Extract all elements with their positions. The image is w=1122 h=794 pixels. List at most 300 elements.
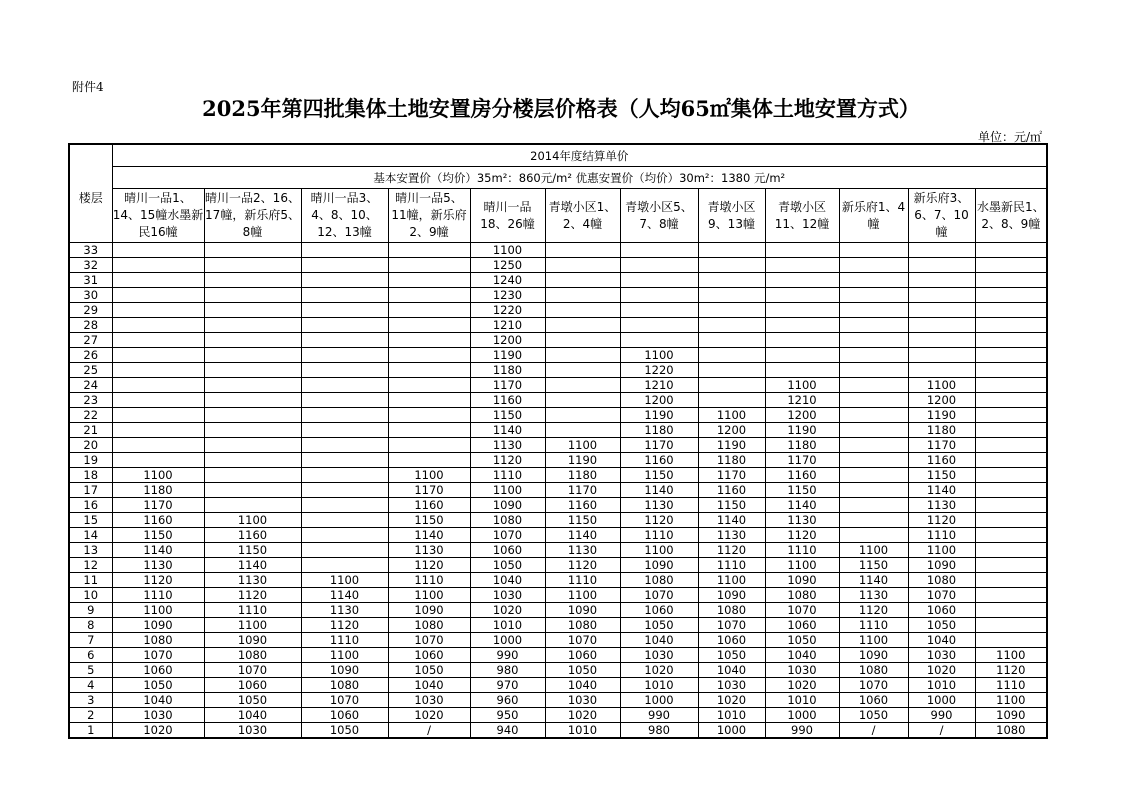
- price-cell: [698, 348, 765, 363]
- price-cell: [204, 408, 301, 423]
- table-row: [69, 498, 1047, 513]
- price-cell: 1050: [301, 723, 388, 739]
- price-cell: 1080: [839, 663, 908, 678]
- floor-cell: 3: [69, 693, 112, 708]
- price-cell: 1140: [301, 588, 388, 603]
- price-cell: 1140: [839, 573, 908, 588]
- price-cell: [301, 378, 388, 393]
- price-cell: 1120: [908, 513, 975, 528]
- price-cell: [112, 363, 204, 378]
- price-cell: [388, 333, 470, 348]
- price-cell: [908, 303, 975, 318]
- price-cell: 1020: [620, 663, 698, 678]
- column-header: 青墩小区11、12幢: [765, 189, 839, 243]
- price-cell: [839, 243, 908, 258]
- price-cell: 1070: [470, 528, 545, 543]
- price-cell: 1020: [698, 693, 765, 708]
- price-cell: 1130: [545, 543, 620, 558]
- price-cell: 1070: [545, 633, 620, 648]
- table-row: [69, 393, 1047, 408]
- price-cell: [765, 333, 839, 348]
- floor-cell: 15: [69, 513, 112, 528]
- price-cell: [839, 438, 908, 453]
- price-cell: [975, 288, 1047, 303]
- price-cell: [908, 258, 975, 273]
- price-cell: 1100: [908, 543, 975, 558]
- price-cell: 1180: [470, 363, 545, 378]
- price-cell: 1180: [698, 453, 765, 468]
- price-cell: [204, 273, 301, 288]
- price-cell: 1080: [388, 618, 470, 633]
- price-cell: 1180: [620, 423, 698, 438]
- price-cell: [975, 483, 1047, 498]
- price-cell: 1100: [620, 348, 698, 363]
- price-cell: 1060: [698, 633, 765, 648]
- price-cell: 1000: [765, 708, 839, 723]
- price-cell: 950: [470, 708, 545, 723]
- price-cell: 1040: [112, 693, 204, 708]
- price-cell: [301, 483, 388, 498]
- price-cell: 1150: [545, 513, 620, 528]
- table-row: [69, 708, 1047, 723]
- price-cell: [112, 423, 204, 438]
- table-row: [69, 528, 1047, 543]
- price-cell: 970: [470, 678, 545, 693]
- price-cell: [545, 408, 620, 423]
- price-cell: 1120: [975, 663, 1047, 678]
- price-cell: [765, 318, 839, 333]
- price-cell: 1110: [975, 678, 1047, 693]
- price-cell: 1250: [470, 258, 545, 273]
- price-cell: [975, 558, 1047, 573]
- price-cell: [975, 243, 1047, 258]
- price-cell: [839, 258, 908, 273]
- price-cell: 1110: [388, 573, 470, 588]
- price-cell: 1100: [545, 438, 620, 453]
- price-cell: [112, 243, 204, 258]
- price-cell: 1050: [545, 663, 620, 678]
- price-cell: [388, 243, 470, 258]
- price-cell: 1000: [698, 723, 765, 739]
- price-cell: [908, 243, 975, 258]
- column-header: 晴川一品2、16、17幢，新乐府5、8幢: [204, 189, 301, 243]
- column-header: 青墩小区1、2、4幢: [545, 189, 620, 243]
- price-cell: 1110: [204, 603, 301, 618]
- page-title: 2025年第四批集体土地安置房分楼层价格表（人均65㎡集体土地安置方式）: [202, 96, 920, 121]
- price-cell: [975, 408, 1047, 423]
- price-cell: 1090: [698, 588, 765, 603]
- price-cell: [301, 408, 388, 423]
- price-cell: 1110: [470, 468, 545, 483]
- price-cell: 1020: [112, 723, 204, 739]
- price-cell: 1030: [765, 663, 839, 678]
- price-cell: 1060: [765, 618, 839, 633]
- price-cell: 1040: [388, 678, 470, 693]
- price-cell: 1140: [698, 513, 765, 528]
- price-cell: [388, 453, 470, 468]
- price-cell: [301, 258, 388, 273]
- price-cell: 1160: [765, 468, 839, 483]
- attachment-label: 附件4: [72, 80, 104, 94]
- price-cell: [545, 258, 620, 273]
- price-cell: [301, 348, 388, 363]
- price-cell: [839, 333, 908, 348]
- price-cell: [765, 303, 839, 318]
- price-cell: [204, 258, 301, 273]
- price-cell: 1070: [388, 633, 470, 648]
- table-row: [69, 558, 1047, 573]
- price-cell: [698, 243, 765, 258]
- column-header: 晴川一品18、26幢: [470, 189, 545, 243]
- floor-cell: 9: [69, 603, 112, 618]
- price-cell: 1140: [908, 483, 975, 498]
- table-row: [69, 303, 1047, 318]
- price-cell: 1140: [204, 558, 301, 573]
- table-row: [69, 513, 1047, 528]
- floor-cell: 25: [69, 363, 112, 378]
- price-cell: 1040: [204, 708, 301, 723]
- price-cell: 1070: [765, 603, 839, 618]
- price-cell: 1180: [545, 468, 620, 483]
- price-cell: [204, 483, 301, 498]
- price-cell: [975, 513, 1047, 528]
- price-cell: 1110: [545, 573, 620, 588]
- table-row: [69, 723, 1047, 739]
- table-row: [69, 633, 1047, 648]
- price-cell: 1150: [698, 498, 765, 513]
- price-cell: 1080: [975, 723, 1047, 739]
- price-cell: 1100: [112, 603, 204, 618]
- table-row: [69, 243, 1047, 258]
- floor-cell: 17: [69, 483, 112, 498]
- price-cell: 1170: [765, 453, 839, 468]
- price-cell: 1130: [698, 528, 765, 543]
- price-cell: [112, 378, 204, 393]
- price-cell: 1110: [698, 558, 765, 573]
- price-cell: 1100: [301, 573, 388, 588]
- price-cell: 1210: [470, 318, 545, 333]
- price-cell: 1030: [388, 693, 470, 708]
- price-cell: [839, 468, 908, 483]
- price-cell: 1100: [470, 483, 545, 498]
- floor-cell: 24: [69, 378, 112, 393]
- price-cell: 980: [620, 723, 698, 739]
- price-cell: [388, 378, 470, 393]
- price-cell: [975, 633, 1047, 648]
- price-cell: [908, 348, 975, 363]
- price-cell: [975, 258, 1047, 273]
- price-cell: 1150: [765, 483, 839, 498]
- price-cell: 1140: [112, 543, 204, 558]
- price-cell: 1190: [908, 408, 975, 423]
- price-cell: 1080: [112, 633, 204, 648]
- price-cell: 1090: [908, 558, 975, 573]
- price-cell: 940: [470, 723, 545, 739]
- price-cell: [839, 528, 908, 543]
- price-cell: [545, 348, 620, 363]
- price-cell: [698, 303, 765, 318]
- floor-cell: 22: [69, 408, 112, 423]
- price-cell: [204, 468, 301, 483]
- price-cell: [975, 393, 1047, 408]
- floor-cell: 18: [69, 468, 112, 483]
- price-cell: [975, 423, 1047, 438]
- price-cell: [620, 333, 698, 348]
- price-cell: [975, 543, 1047, 558]
- price-cell: 960: [470, 693, 545, 708]
- price-cell: 1130: [839, 588, 908, 603]
- price-cell: 1070: [839, 678, 908, 693]
- price-cell: [975, 348, 1047, 363]
- price-cell: 1030: [204, 723, 301, 739]
- price-cell: 1100: [698, 408, 765, 423]
- price-cell: [388, 303, 470, 318]
- price-cell: 1100: [204, 513, 301, 528]
- price-cell: [204, 378, 301, 393]
- floor-cell: 12: [69, 558, 112, 573]
- price-cell: [545, 318, 620, 333]
- price-cell: 1080: [204, 648, 301, 663]
- price-cell: [301, 498, 388, 513]
- price-cell: [388, 408, 470, 423]
- floor-cell: 27: [69, 333, 112, 348]
- table-row: [69, 573, 1047, 588]
- price-cell: [301, 243, 388, 258]
- price-cell: 1020: [470, 603, 545, 618]
- price-cell: [545, 333, 620, 348]
- price-cell: [112, 393, 204, 408]
- price-cell: 1060: [301, 708, 388, 723]
- price-cell: 1150: [620, 468, 698, 483]
- price-cell: 1070: [112, 648, 204, 663]
- price-cell: 1100: [908, 378, 975, 393]
- price-cell: 1030: [545, 693, 620, 708]
- price-cell: [301, 333, 388, 348]
- price-cell: 1150: [908, 468, 975, 483]
- price-cell: [388, 273, 470, 288]
- price-cell: 1100: [839, 633, 908, 648]
- price-cell: 1130: [204, 573, 301, 588]
- price-cell: 1070: [204, 663, 301, 678]
- price-cell: 1040: [620, 633, 698, 648]
- price-cell: [301, 453, 388, 468]
- price-cell: [545, 288, 620, 303]
- price-cell: 1190: [545, 453, 620, 468]
- price-cell: 1050: [908, 618, 975, 633]
- price-cell: 1090: [545, 603, 620, 618]
- price-cell: [112, 348, 204, 363]
- price-cell: 1160: [388, 498, 470, 513]
- price-cell: [908, 273, 975, 288]
- price-cell: 1200: [620, 393, 698, 408]
- column-header: 新乐府1、4幢: [839, 189, 908, 243]
- price-cell: [975, 438, 1047, 453]
- price-cell: [301, 303, 388, 318]
- price-cell: 1110: [908, 528, 975, 543]
- price-cell: 1060: [908, 603, 975, 618]
- price-cell: [204, 288, 301, 303]
- price-cell: [765, 288, 839, 303]
- price-cell: [620, 303, 698, 318]
- price-cell: [301, 513, 388, 528]
- price-cell: [908, 318, 975, 333]
- price-cell: 1040: [470, 573, 545, 588]
- price-cell: [301, 528, 388, 543]
- price-cell: [204, 318, 301, 333]
- price-cell: [975, 363, 1047, 378]
- price-cell: /: [388, 723, 470, 739]
- price-cell: 1060: [470, 543, 545, 558]
- price-cell: [112, 318, 204, 333]
- floor-cell: 26: [69, 348, 112, 363]
- price-cell: [765, 258, 839, 273]
- price-cell: 1080: [620, 573, 698, 588]
- price-cell: [545, 243, 620, 258]
- price-cell: /: [839, 723, 908, 739]
- price-cell: [112, 288, 204, 303]
- price-cell: 1160: [470, 393, 545, 408]
- price-cell: 1020: [545, 708, 620, 723]
- price-cell: [301, 363, 388, 378]
- price-cell: 1050: [112, 678, 204, 693]
- price-cell: [204, 453, 301, 468]
- price-cell: [388, 348, 470, 363]
- price-cell: [975, 498, 1047, 513]
- price-cell: [698, 378, 765, 393]
- table-row: [69, 273, 1047, 288]
- price-cell: 1150: [388, 513, 470, 528]
- price-cell: 1150: [112, 528, 204, 543]
- price-cell: 1120: [204, 588, 301, 603]
- price-cell: 1160: [698, 483, 765, 498]
- price-cell: 1130: [470, 438, 545, 453]
- price-cell: [839, 498, 908, 513]
- price-cell: 1010: [765, 693, 839, 708]
- price-cell: 1130: [388, 543, 470, 558]
- price-cell: [301, 468, 388, 483]
- price-cell: 1020: [908, 663, 975, 678]
- price-cell: [545, 303, 620, 318]
- price-cell: 1110: [112, 588, 204, 603]
- price-cell: 1140: [765, 498, 839, 513]
- price-cell: [204, 498, 301, 513]
- price-cell: 1090: [301, 663, 388, 678]
- price-cell: 1080: [698, 603, 765, 618]
- price-cell: 1200: [908, 393, 975, 408]
- price-cell: [975, 273, 1047, 288]
- floor-header: 楼层: [69, 144, 112, 243]
- floor-cell: 29: [69, 303, 112, 318]
- price-cell: [204, 243, 301, 258]
- price-cell: 1090: [620, 558, 698, 573]
- price-cell: [112, 273, 204, 288]
- floor-cell: 13: [69, 543, 112, 558]
- price-cell: 1150: [204, 543, 301, 558]
- price-cell: 1070: [620, 588, 698, 603]
- price-cell: 1210: [765, 393, 839, 408]
- price-cell: [975, 453, 1047, 468]
- price-cell: 1080: [545, 618, 620, 633]
- price-cell: [301, 393, 388, 408]
- price-cell: 1130: [908, 498, 975, 513]
- price-cell: 1100: [975, 648, 1047, 663]
- floor-cell: 7: [69, 633, 112, 648]
- floor-cell: 16: [69, 498, 112, 513]
- price-cell: [545, 273, 620, 288]
- price-cell: 1070: [698, 618, 765, 633]
- floor-cell: 2: [69, 708, 112, 723]
- price-cell: 990: [908, 708, 975, 723]
- price-cell: [388, 423, 470, 438]
- price-cell: 1030: [908, 648, 975, 663]
- price-cell: [620, 318, 698, 333]
- price-cell: 1140: [545, 528, 620, 543]
- table-row: [69, 438, 1047, 453]
- price-cell: 1180: [112, 483, 204, 498]
- year-header: 2014年度结算单价: [112, 144, 1047, 167]
- price-cell: [620, 273, 698, 288]
- floor-cell: 8: [69, 618, 112, 633]
- price-cell: 1120: [112, 573, 204, 588]
- price-cell: 1060: [112, 663, 204, 678]
- table-row: [69, 408, 1047, 423]
- price-cell: [839, 393, 908, 408]
- price-cell: 1220: [470, 303, 545, 318]
- table-row: [69, 363, 1047, 378]
- price-cell: 1010: [908, 678, 975, 693]
- price-cell: [301, 288, 388, 303]
- price-cell: 1010: [470, 618, 545, 633]
- floor-cell: 32: [69, 258, 112, 273]
- price-cell: [698, 318, 765, 333]
- table-row: [69, 468, 1047, 483]
- price-cell: 1080: [765, 588, 839, 603]
- price-cell: 1120: [765, 528, 839, 543]
- price-cell: [204, 303, 301, 318]
- price-cell: 1040: [698, 663, 765, 678]
- price-cell: [301, 318, 388, 333]
- price-cell: 1170: [620, 438, 698, 453]
- table-row: [69, 543, 1047, 558]
- price-cell: [975, 618, 1047, 633]
- price-cell: 1240: [470, 273, 545, 288]
- price-cell: [765, 363, 839, 378]
- price-cell: [112, 258, 204, 273]
- price-cell: [839, 408, 908, 423]
- price-cell: [545, 378, 620, 393]
- price-cell: 1050: [765, 633, 839, 648]
- price-cell: 1100: [620, 543, 698, 558]
- table-row: [69, 693, 1047, 708]
- floor-cell: 21: [69, 423, 112, 438]
- table-row: [69, 483, 1047, 498]
- floor-cell: 23: [69, 393, 112, 408]
- price-cell: 1050: [204, 693, 301, 708]
- price-cell: 1060: [545, 648, 620, 663]
- price-cell: [839, 288, 908, 303]
- price-cell: [698, 363, 765, 378]
- price-cell: 1190: [698, 438, 765, 453]
- price-cell: 1110: [301, 633, 388, 648]
- price-cell: 1030: [470, 588, 545, 603]
- price-cell: 990: [765, 723, 839, 739]
- price-cell: 1110: [765, 543, 839, 558]
- price-cell: [975, 468, 1047, 483]
- price-cell: 1120: [470, 453, 545, 468]
- price-cell: 1230: [470, 288, 545, 303]
- price-cell: [839, 453, 908, 468]
- floor-cell: 4: [69, 678, 112, 693]
